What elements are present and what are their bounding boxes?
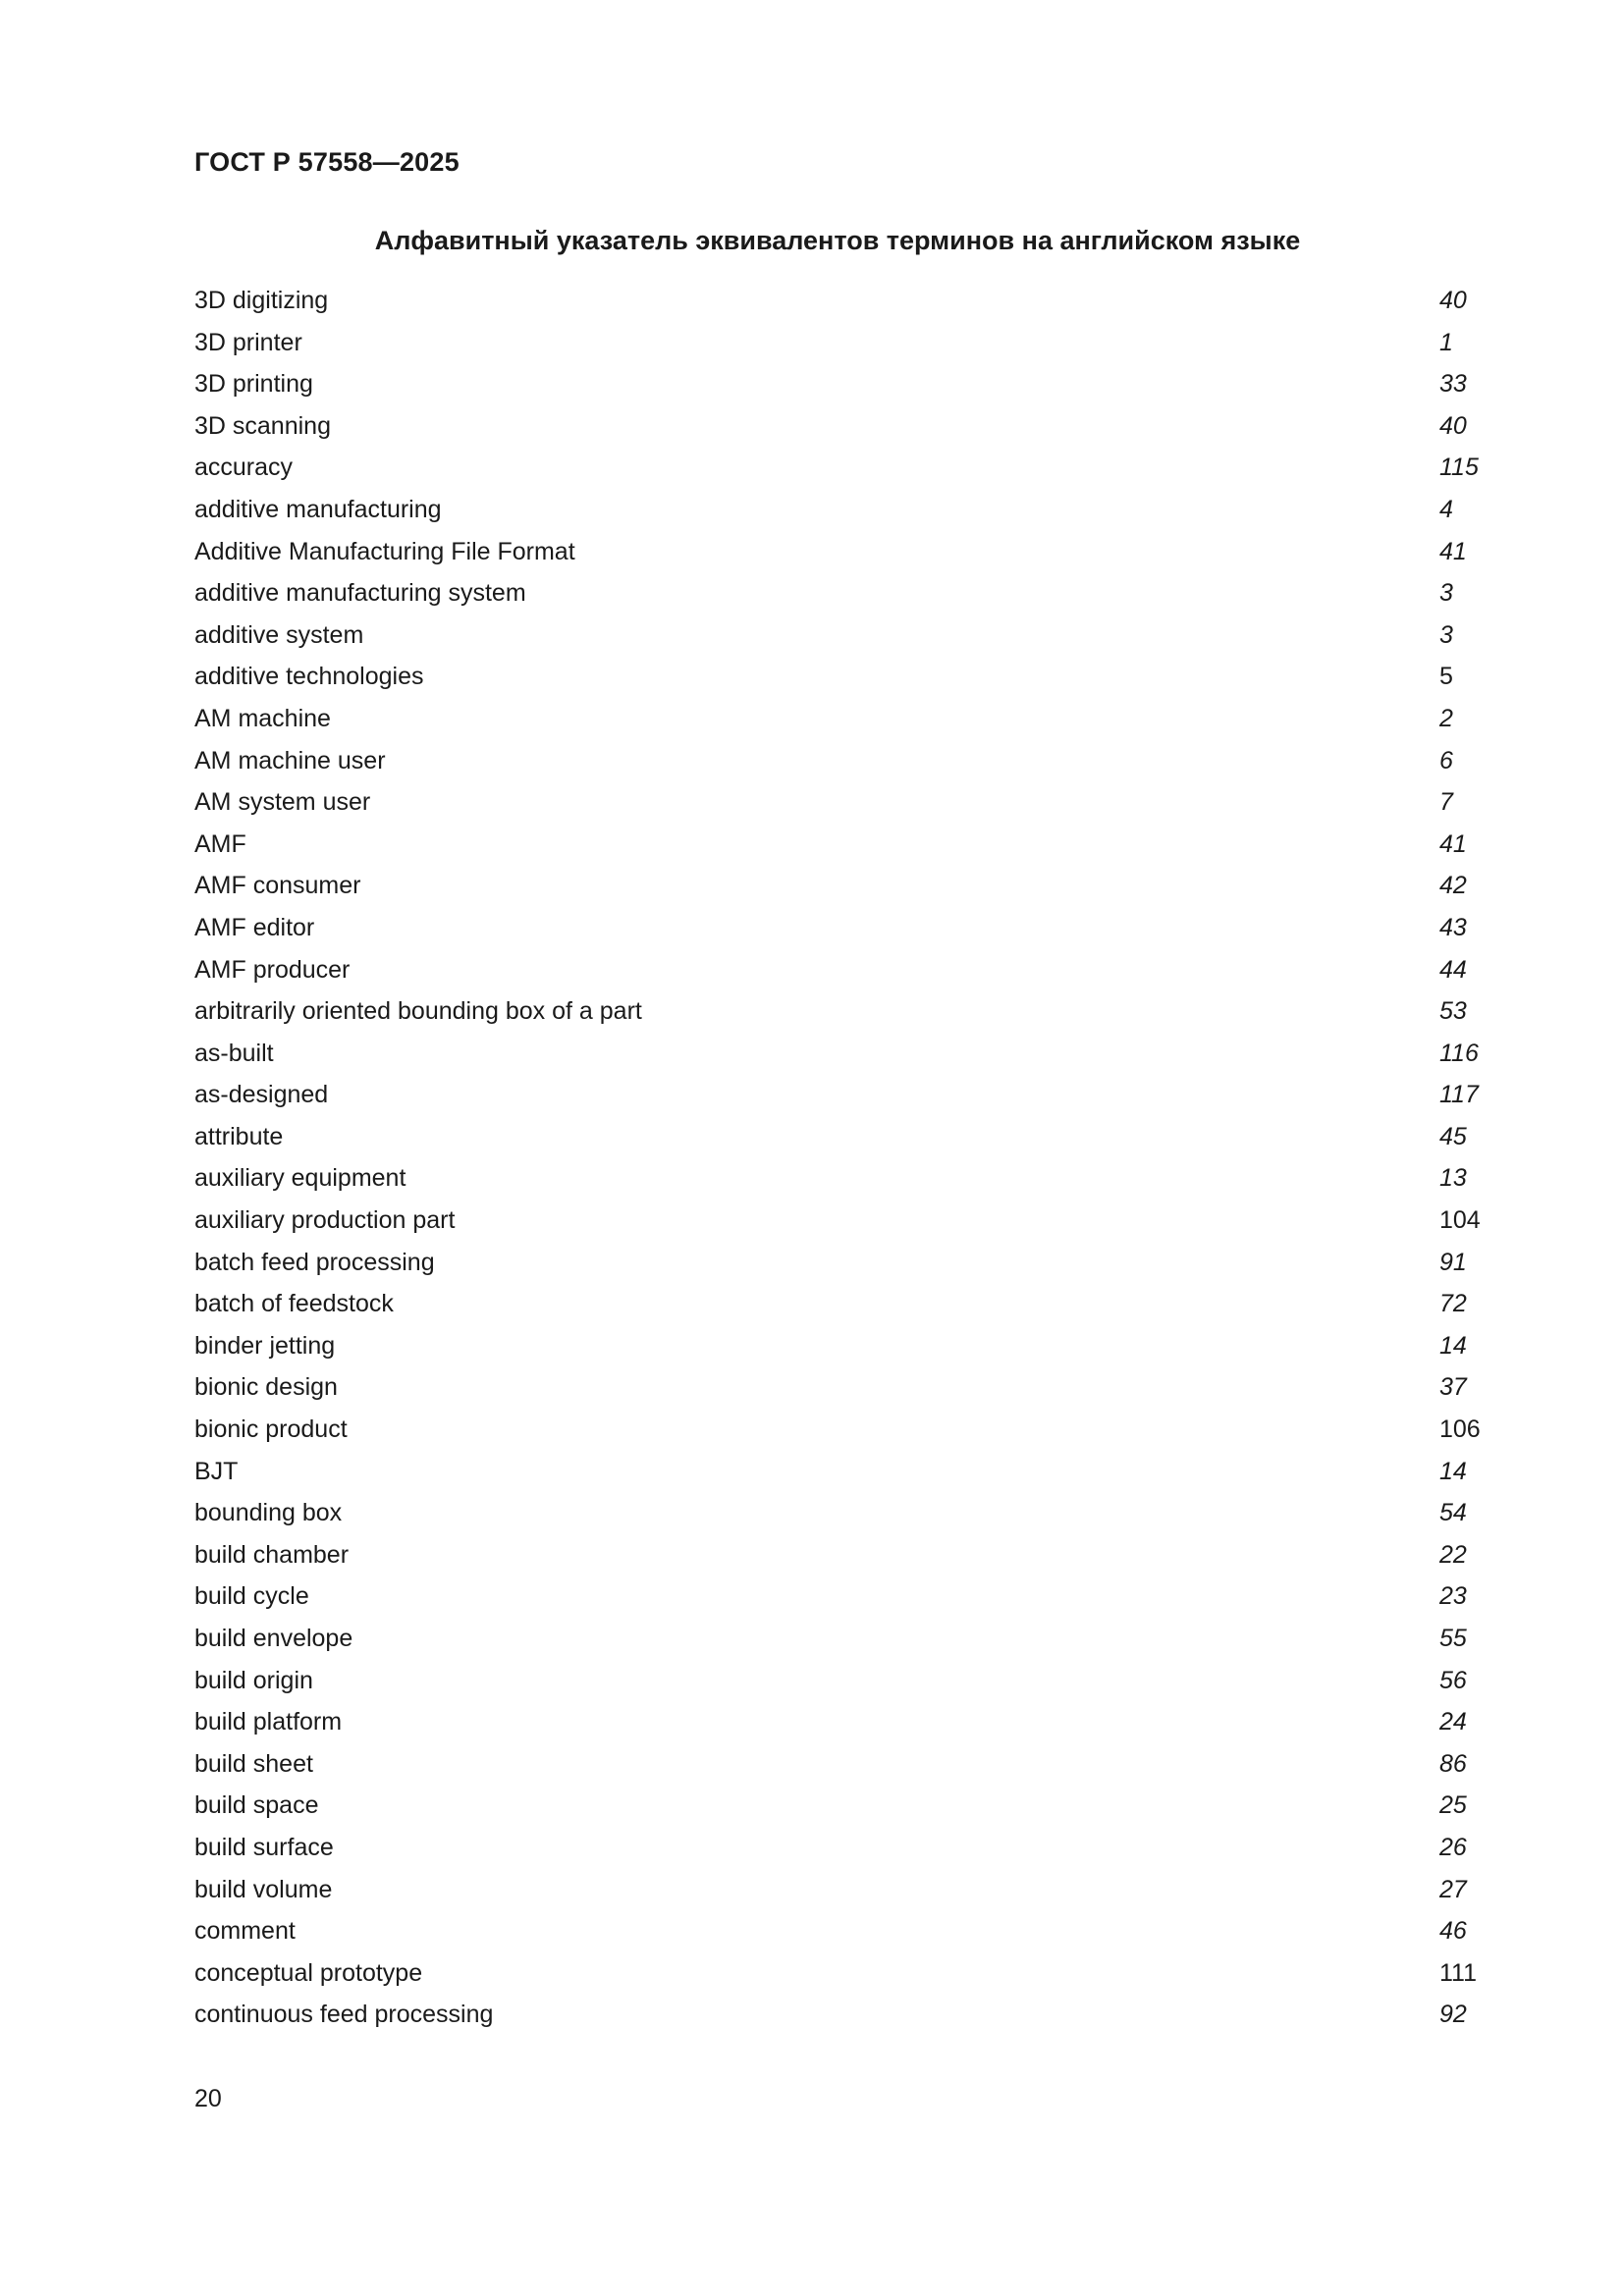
index-entry-number: 91: [1439, 1248, 1467, 1276]
index-entry: [194, 1997, 1490, 2039]
index-entry: [194, 1537, 1490, 1579]
index-entry-number: 7: [1439, 788, 1453, 817]
index-entry: [194, 1621, 1490, 1663]
index-entry-term: conceptual prototype: [194, 1958, 423, 1987]
index-entry-term: AMF producer: [194, 955, 351, 984]
page-number: 20: [194, 2085, 222, 2112]
index-entry-term: build platform: [194, 1708, 343, 1736]
index-entry-term: 3D digitizing: [194, 287, 329, 314]
index-entry-term: AM system user: [194, 788, 371, 817]
index-entry-term: bounding box: [194, 1499, 343, 1527]
index-entry-term: build space: [194, 1791, 319, 1820]
index-entry: [194, 1955, 1490, 1998]
index-entry-term: as-designed: [194, 1081, 329, 1109]
index-entry-term: additive manufacturing system: [194, 579, 526, 608]
index-title: Алфавитный указатель эквивалентов терминов на английском языке: [374, 226, 1301, 255]
index-entry-term: as-built: [194, 1039, 274, 1067]
index-entry-number: 3: [1439, 579, 1453, 608]
index-entry-term: additive manufacturing: [194, 495, 442, 523]
index-entry-number: 86: [1439, 1749, 1467, 1778]
index-entry-number: 43: [1439, 913, 1467, 941]
index-entry-term: build chamber: [194, 1540, 350, 1569]
index-entry-term: accuracy: [194, 454, 294, 482]
index-entry: [194, 1454, 1490, 1496]
index-entry-term: AM machine: [194, 704, 331, 732]
index-entry: [194, 827, 1490, 869]
index-entry-number: 116: [1439, 1039, 1479, 1067]
index-entry-term: attribute: [194, 1122, 284, 1150]
index-entry: [194, 1036, 1490, 1078]
index-entry-term: AMF consumer: [194, 872, 361, 900]
index-entry-term: AM machine user: [194, 746, 386, 774]
index-entry-number: 13: [1439, 1164, 1467, 1193]
index-entry: [194, 534, 1490, 576]
index-entry: [194, 1286, 1490, 1328]
index-entry-number: 4: [1439, 495, 1453, 523]
index-entry-number: 1: [1439, 328, 1453, 356]
index-entry: [194, 575, 1490, 617]
index-entry: [194, 1160, 1490, 1202]
index-entry-term: bionic product: [194, 1415, 348, 1444]
index-entry: [194, 1578, 1490, 1621]
index-entry: [194, 492, 1490, 534]
index-entry-number: 25: [1439, 1791, 1467, 1820]
index-entry-number: 40: [1439, 287, 1467, 314]
index-entry-term: 3D scanning: [194, 411, 331, 440]
index-entry-number: 111: [1439, 1958, 1478, 1987]
index-entry-term: additive technologies: [194, 663, 424, 691]
index-entry-number: 92: [1439, 2001, 1467, 2029]
index-entry-number: 55: [1439, 1625, 1467, 1652]
index-entry-number: 2: [1439, 704, 1453, 732]
index-entry-number: 44: [1439, 955, 1467, 984]
index-entry-term: arbitrarily oriented bounding box of a part: [194, 997, 642, 1026]
index-entry: [194, 450, 1490, 492]
index-entry-term: build cycle: [194, 1582, 309, 1611]
index-entry: [194, 1788, 1490, 1830]
index-entry: [194, 1872, 1490, 1914]
index-entry: [194, 1913, 1490, 1955]
index-entry-number: 72: [1439, 1290, 1467, 1318]
index-entry-number: 24: [1439, 1708, 1467, 1736]
index-entry: [194, 784, 1490, 827]
index-entry: [194, 1245, 1490, 1287]
index-entry-number: 42: [1439, 872, 1467, 900]
index-entry-number: 115: [1439, 454, 1479, 482]
index-entry-term: build sheet: [194, 1749, 313, 1778]
index-entry: [194, 659, 1490, 701]
index-entry-number: 45: [1439, 1122, 1467, 1150]
index-entry-term: continuous feed processing: [194, 2001, 494, 2029]
index-entry-term: auxiliary equipment: [194, 1164, 406, 1193]
index-entry-number: 23: [1439, 1582, 1467, 1611]
index-entry-term: batch feed processing: [194, 1248, 435, 1276]
index-entry: [194, 701, 1490, 743]
index-entry-number: 117: [1439, 1081, 1479, 1109]
index-entry: [194, 743, 1490, 785]
index-entry: [194, 1746, 1490, 1789]
index-entry: [194, 952, 1490, 994]
index-entry-number: 14: [1439, 1331, 1467, 1360]
index-entry-term: build volume: [194, 1875, 333, 1903]
index-entry-number: 40: [1439, 411, 1467, 440]
index-entry: [194, 1412, 1490, 1454]
index-entry-term: bionic design: [194, 1373, 338, 1402]
index-entry-term: build envelope: [194, 1625, 353, 1652]
document-code: ГОСТ Р 57558—2025: [194, 147, 460, 177]
index-entry-term: batch of feedstock: [194, 1290, 394, 1318]
index-entry: [194, 1328, 1490, 1370]
index-entry: [194, 910, 1490, 952]
index-entry-number: 26: [1439, 1833, 1467, 1861]
index-entry-number: 5: [1439, 663, 1453, 691]
index-entry-term: comment: [194, 1917, 296, 1946]
index-entry-term: Additive Manufacturing File Format: [194, 537, 575, 565]
index-entry-number: 3: [1439, 620, 1453, 649]
index-entry-term: additive system: [194, 620, 364, 649]
index-entry-term: build origin: [194, 1666, 313, 1694]
index-entry-number: 104: [1439, 1206, 1481, 1235]
index-entry: [194, 993, 1490, 1036]
index-entry: [194, 1369, 1490, 1412]
index-entry-number: 22: [1439, 1540, 1467, 1569]
index-entry-number: 106: [1439, 1415, 1481, 1444]
index-entry-term: binder jetting: [194, 1331, 336, 1360]
index-entry: [194, 1704, 1490, 1746]
index-entry-number: 41: [1439, 829, 1467, 858]
index-entry: [194, 325, 1490, 367]
index-entry-term: build surface: [194, 1833, 334, 1861]
index-entry-number: 27: [1439, 1875, 1467, 1903]
index-entry: [194, 617, 1490, 660]
index-entry: [194, 1202, 1490, 1245]
index-entry: [194, 1077, 1490, 1119]
index-entry: [194, 1663, 1490, 1705]
index-entry-number: 53: [1439, 997, 1467, 1026]
index-entry-number: 46: [1439, 1917, 1467, 1946]
index-entry-list: [194, 283, 1490, 2039]
index-entry-term: 3D printer: [194, 328, 302, 356]
index-entry: [194, 1119, 1490, 1161]
index-entry-term: AMF editor: [194, 913, 315, 941]
index-entry-number: 33: [1439, 370, 1467, 399]
index-entry-number: 37: [1439, 1373, 1467, 1402]
index-entry-number: 41: [1439, 537, 1467, 565]
index-entry-number: 56: [1439, 1666, 1467, 1694]
index-entry: [194, 868, 1490, 910]
index-entry-number: 14: [1439, 1457, 1467, 1485]
index-entry-number: 6: [1439, 746, 1453, 774]
index-entry-term: 3D printing: [194, 370, 313, 399]
index-entry-term: auxiliary production part: [194, 1206, 456, 1235]
index-entry: [194, 1495, 1490, 1537]
index-entry-number: 54: [1439, 1499, 1467, 1527]
index-entry-term: AMF: [194, 829, 246, 858]
index-entry-term: BJT: [194, 1457, 239, 1485]
index-entry: [194, 1830, 1490, 1872]
index-entry: [194, 283, 1490, 325]
index-entry: [194, 408, 1490, 451]
index-entry: [194, 366, 1490, 408]
